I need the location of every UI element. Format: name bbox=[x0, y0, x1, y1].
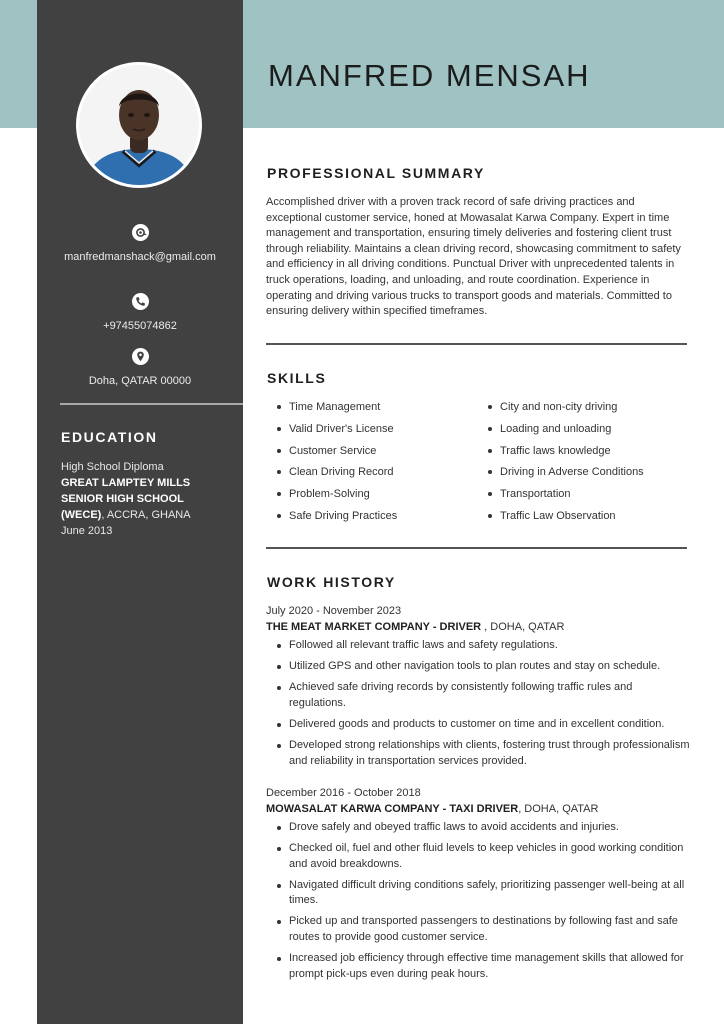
summary-heading: PROFESSIONAL SUMMARY bbox=[267, 165, 485, 181]
profile-photo-image bbox=[79, 65, 199, 185]
job-bullet: Developed strong relationships with clients, fostering trust through professionalism and reliability in transportation services provided. bbox=[266, 738, 690, 769]
work-history-heading: WORK HISTORY bbox=[267, 574, 396, 590]
section-divider bbox=[266, 547, 687, 549]
section-divider bbox=[266, 343, 687, 345]
skill-item: Transportation bbox=[477, 485, 644, 507]
job-bullets bbox=[266, 638, 690, 769]
job-dates: July 2020 - November 2023 bbox=[266, 605, 402, 617]
job-company: THE MEAT MARKET COMPANY - DRIVER bbox=[266, 621, 482, 633]
email-text[interactable]: manfredmanshack@gmail.com bbox=[64, 251, 216, 263]
profile-photo bbox=[76, 62, 202, 188]
phone-text[interactable]: +97455074862 bbox=[103, 320, 177, 332]
job-dates: December 2016 - October 2018 bbox=[266, 787, 421, 799]
skill-item: Driving in Adverse Conditions bbox=[477, 463, 644, 485]
job-bullet: Utilized GPS and other navigation tools to plan routes and stay on schedule. bbox=[266, 659, 690, 675]
job-company: MOWASALAT KARWA COMPANY - TAXI DRIVER bbox=[266, 803, 519, 815]
skills-list-left bbox=[266, 398, 397, 529]
email-icon bbox=[132, 224, 149, 241]
job-bullet: Followed all relevant traffic laws and safety regulations. bbox=[266, 638, 690, 654]
contact-phone bbox=[37, 293, 243, 334]
education-heading: EDUCATION bbox=[61, 429, 158, 445]
skill-item: Clean Driving Record bbox=[266, 463, 397, 485]
job-title-line bbox=[266, 801, 690, 817]
skill-item: Valid Driver's License bbox=[266, 420, 397, 442]
job-title-line bbox=[266, 619, 690, 635]
job-bullet: Drove safely and obeyed traffic laws to avoid accidents and injuries. bbox=[266, 820, 690, 836]
skill-item: Time Management bbox=[266, 398, 397, 420]
skill-item: Traffic laws knowledge bbox=[477, 442, 644, 464]
skill-item: Customer Service bbox=[266, 442, 397, 464]
contact-email bbox=[37, 224, 243, 265]
job-bullet: Navigated difficult driving conditions safely, prioritizing passenger well-being at all times. bbox=[266, 878, 690, 909]
skill-item: Traffic Law Observation bbox=[477, 507, 644, 529]
summary-text: Accomplished driver with a proven track record of safe driving practices and exceptional customer service, honed at Mowasalat Karwa Company. Expert in time management and transportation, ensuring timely deliveries and fostering client trust through reliability. Maintains a clean driving record, showcasing commitment to safety and efficiency in all driving conditions. Punctual Driver with unprecedented talents in truck operations, loading, and unloading, and route coordination. Experience in operating and driving various trucks to transport goods and materials. Committed to ensuring delivery within specified timeframes. bbox=[266, 196, 681, 318]
candidate-name: MANFRED MENSAH bbox=[268, 58, 591, 93]
skills-list-right bbox=[477, 398, 644, 529]
education-school: GREAT LAMPTEY MILLS SENIOR HIGH SCHOOL (WECE) bbox=[61, 477, 191, 521]
skill-item: Problem-Solving bbox=[266, 485, 397, 507]
education-date: June 2013 bbox=[61, 525, 113, 537]
contact-location bbox=[37, 348, 243, 389]
job-bullet: Checked oil, fuel and other fluid levels to keep vehicles in good working condition and avoid breakdowns. bbox=[266, 841, 690, 872]
job-bullet: Increased job efficiency through effective time management skills that allowed for prompt pick-ups even during peak hours. bbox=[266, 951, 690, 982]
skill-item: City and non-city driving bbox=[477, 398, 644, 420]
education-school-line bbox=[61, 475, 211, 523]
sidebar bbox=[37, 0, 243, 1024]
job-entry bbox=[266, 785, 690, 988]
phone-icon bbox=[132, 293, 149, 310]
job-entry bbox=[266, 603, 690, 775]
sidebar-divider bbox=[60, 403, 243, 405]
location-text: Doha, QATAR 00000 bbox=[88, 375, 192, 387]
job-location: , DOHA, QATAR bbox=[481, 621, 565, 633]
skills-heading: SKILLS bbox=[267, 370, 327, 386]
job-location: , DOHA, QATAR bbox=[518, 803, 599, 815]
job-bullet: Delivered goods and products to customer on time and in excellent condition. bbox=[266, 717, 690, 733]
education-degree: High School Diploma bbox=[61, 461, 164, 473]
job-bullet: Achieved safe driving records by consistently following traffic rules and regulations. bbox=[266, 680, 690, 711]
job-bullets bbox=[266, 820, 690, 982]
skill-item: Loading and unloading bbox=[477, 420, 644, 442]
location-pin-icon bbox=[132, 348, 149, 365]
skill-item: Safe Driving Practices bbox=[266, 507, 397, 529]
job-bullet: Picked up and transported passengers to destinations by following fast and safe routes to provide good customer service. bbox=[266, 914, 690, 945]
education-entry bbox=[61, 459, 211, 539]
education-place: , ACCRA, GHANA bbox=[101, 509, 191, 521]
